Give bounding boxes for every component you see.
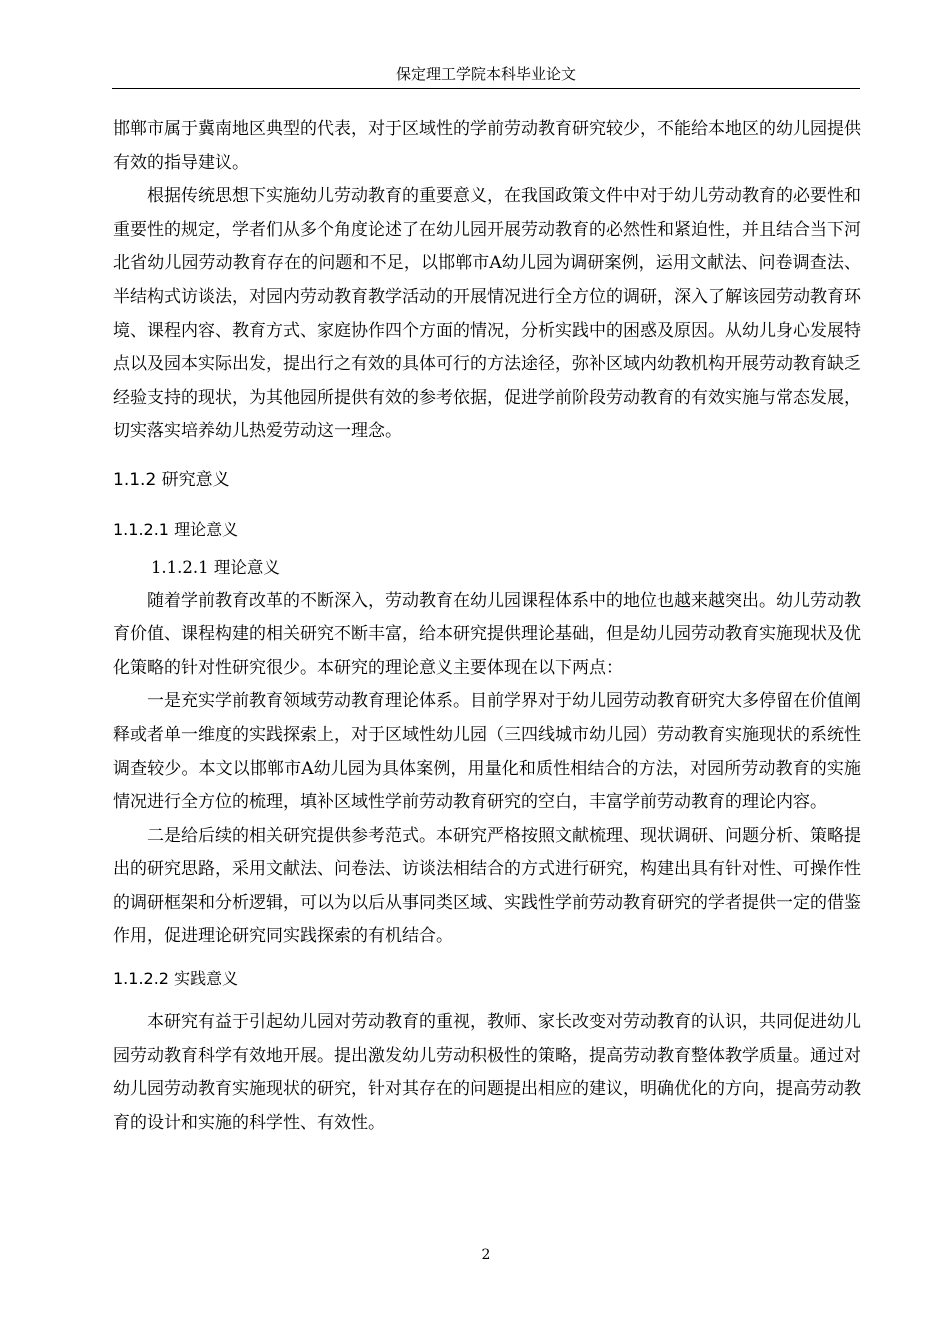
paragraph-research-basis: 根据传统思想下实施幼儿劳动教育的重要意义，在我国政策文件中对于幼儿劳动教育的必要性和重要性的规定，学者们从多个角度论述了在幼儿园开展劳动教育的必然性和紧迫性，并且结合当下河北省幼儿园劳动教育存在的问题和不足，以邯郸市A幼儿园为调研案例，运用文献法、问卷调查法、半结构式访谈法，对园内劳动教育教学活动的开展情况进行全方位的调研，深入了解该园劳动教育环境、课程内容、教育方式、家庭协作四个方面的情况，分析实践中的困惑及原因。从幼儿身心发展特点以及园本实际出发，提出行之有效的具体可行的方法途径，弥补区域内幼教机构开展劳动教育缺乏经验支持的现状，为其他园所提供有效的参考依据，促进学前阶段劳动教育的有效实施与常态发展，切实落实培养幼儿热爱劳动这一理念。 [113,186,861,442]
subsection-label-theoretical-significance: 1.1.2.1 理论意义 [150,557,280,577]
page-number: 2 [481,1247,491,1263]
section-heading-research-significance: 1.1.2 研究意义 [113,469,230,490]
subsection-heading-theoretical-significance: 1.1.2.1 理论意义 [113,519,239,539]
paragraph-intro: 邯郸市属于冀南地区典型的代表，对于区域性的学前劳动教育研究较少，不能给本地区的幼儿园提供有效的指导建议。 [113,119,861,173]
paragraph-practical-significance: 本研究有益于引起幼儿园对劳动教育的重视，教师、家长改变对劳动教育的认识，共同促进幼儿园劳动教育科学有效地开展。提出激发幼儿劳动积极性的策略，提高劳动教育整体教学质量。通过对幼儿园劳动教育实施现状的研究，针对其存在的问题提出相应的建议，明确优化的方向，提高劳动教育的设计和实施的科学性、有效性。 [113,1012,861,1133]
header-divider [112,88,860,89]
paragraph-theory-point-two: 二是给后续的相关研究提供参考范式。本研究严格按照文献梳理、现状调研、问题分析、策略提出的研究思路，采用文献法、问卷法、访谈法相结合的方式进行研究，构建出具有针对性、可操作性的调研框架和分析逻辑，可以为以后从事同类区域、实践性学前劳动教育研究的学者提供一定的借鉴作用，促进理论研究同实践探索的有机结合。 [113,825,861,947]
paragraph-theory-point-one: 一是充实学前教育领域劳动教育理论体系。目前学界对于幼儿园劳动教育研究大多停留在价值阐释或者单一维度的实践探索上，对于区域性幼儿园（三四线城市幼儿园）劳动教育实施现状的系统性调查较少。本文以邯郸市A幼儿园为具体案例，用量化和质性相结合的方法，对园所劳动教育的实施情况进行全方位的梳理，填补区域性学前劳动教育研究的空白，丰富学前劳动教育的理论内容。 [113,691,861,813]
running-header: 保定理工学院本科毕业论文 [395,65,576,83]
paragraph-theory-intro: 随着学前教育改革的不断深入，劳动教育在幼儿园课程体系中的地位也越来越突出。幼儿劳动教育价值、课程构建的相关研究不断丰富，给本研究提供理论基础，但是幼儿园劳动教育实施现状及优化策略的针对性研究很少。本研究的理论意义主要体现在以下两点： [113,590,861,678]
subsection-heading-practical-significance: 1.1.2.2 实践意义 [113,969,239,989]
page-body [113,113,861,1140]
